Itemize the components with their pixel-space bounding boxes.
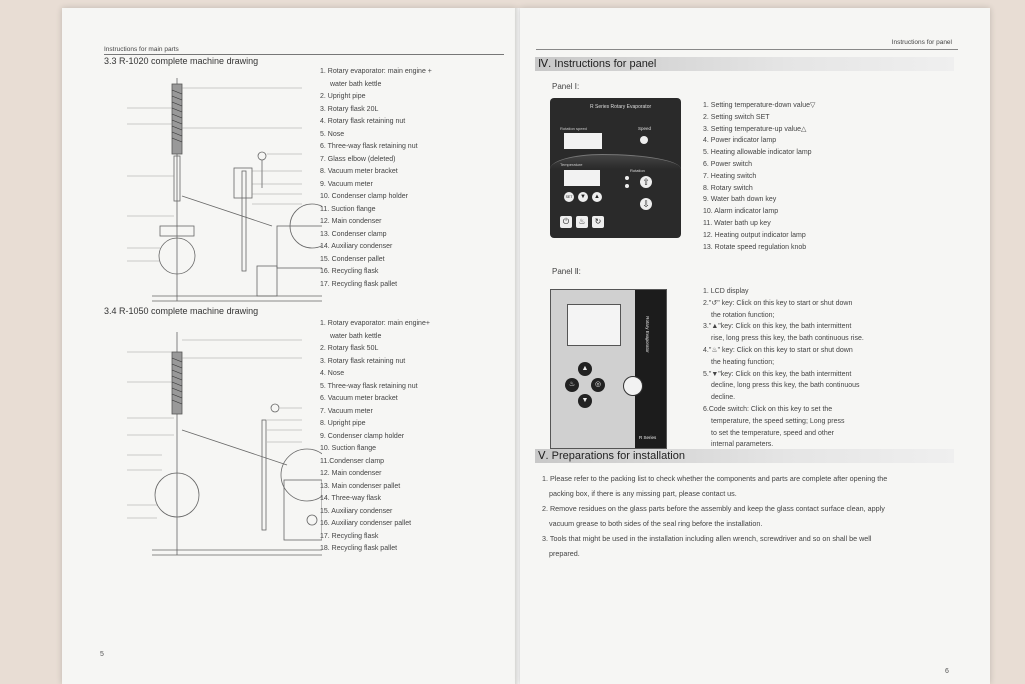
list-item: 6. Three-way flask retaining nut: [320, 143, 418, 150]
list-item: temperature, the speed setting; Long press: [711, 417, 845, 425]
temp-down-button[interactable]: ▼: [578, 192, 588, 202]
list-item: rise, long press this key, the bath continuous rise.: [711, 335, 864, 343]
section-3-3-title: 3.3 R-1020 complete machine drawing: [104, 56, 259, 66]
speed-label: Speed: [638, 126, 652, 131]
temp-up-button[interactable]: ▲: [592, 192, 602, 202]
page-number: 5: [100, 651, 104, 658]
indicator-lamp: [625, 176, 629, 180]
list-item: 6. Vacuum meter bracket: [320, 395, 398, 402]
brand-strip: [635, 290, 666, 448]
section-4-title: Ⅳ. Instructions for panel: [535, 57, 954, 71]
list-item: 3. Rotary flask 20L: [320, 105, 379, 113]
list-item: 8. Upright pipe: [320, 420, 366, 427]
water-bath-up-button[interactable]: ⇧: [640, 176, 652, 188]
temperature-label: Temperature: [560, 162, 583, 167]
list-item: 3."▲"key: Click on this key, the bath intermittent: [703, 323, 852, 331]
section-5-title: Ⅴ. Preparations for installation: [535, 449, 954, 463]
r1050-parts-list: [320, 318, 430, 556]
header-rule: [536, 49, 958, 50]
right-page-header: Instructions for panel: [891, 39, 952, 46]
right-page: [520, 8, 990, 684]
list-item-text: 2. Remove residues on the glass parts before the assembly and keep the glass contact surface clean, apply: [542, 504, 885, 513]
list-item: 2. Rotary flask 50L: [320, 345, 379, 352]
panel-brand: R Series Rotary Evaporator: [590, 104, 652, 110]
list-item: the rotation function;: [711, 311, 775, 319]
list-item: 13. Main condenser pallet: [320, 482, 401, 490]
bath-down-key[interactable]: ▼: [578, 394, 592, 408]
panel-2-items-list: [703, 286, 864, 451]
list-item: 5. Heating allowable indicator lamp: [703, 149, 812, 157]
speed-knob-icon: [640, 136, 648, 144]
list-item: 13. Rotate speed regulation knob: [703, 243, 807, 251]
list-item: to set the temperature, speed and other: [711, 429, 834, 437]
list-item: 11.Condenser clamp: [320, 457, 385, 465]
speed-display: [564, 133, 602, 149]
header-rule: [104, 54, 504, 55]
list-item: 17. Recycling flask pallet: [320, 280, 398, 288]
list-item: 1. Rotary evaporator: main engine +: [320, 68, 432, 75]
list-item: 1. Rotary evaporator: main engine+: [320, 320, 430, 327]
list-item: 15. Auxiliary condenser: [320, 507, 393, 515]
list-item: 9. Water bath down key: [703, 196, 777, 204]
list-item: 5. Three-way flask retaining nut: [320, 382, 418, 390]
list-item-text: vacuum grease to both sides of the seal ring before the installation.: [549, 519, 763, 528]
panel-1-label: Panel Ⅰ:: [552, 82, 580, 91]
list-item: decline, long press this key, the bath continuous: [711, 382, 860, 390]
list-item: 12. Main condenser: [320, 470, 382, 477]
list-item: 2. Setting switch SET: [703, 113, 770, 121]
water-bath-down-button[interactable]: ⇩: [640, 198, 652, 210]
list-item: water bath kettle: [330, 80, 382, 88]
list-item: 16. Recycling flask: [320, 268, 379, 275]
list-item: [542, 501, 952, 531]
rotary-switch-button[interactable]: ↻: [592, 216, 604, 228]
panel-1-items-list: [703, 100, 815, 253]
list-item: 5. Nose: [320, 130, 345, 138]
list-item: [542, 471, 952, 501]
heating-key[interactable]: ♨: [565, 378, 579, 392]
list-item: decline.: [711, 394, 736, 402]
panel-2-device: [550, 289, 667, 449]
list-item: 4. Rotary flask retaining nut: [320, 118, 406, 125]
list-item: 10. Suction flange: [320, 445, 377, 452]
lcd-display: [567, 304, 621, 346]
list-item: 12. Main condenser: [320, 218, 382, 225]
list-item: 7. Glass elbow (deleted): [320, 155, 396, 163]
list-item: 14. Three-way flask: [320, 495, 381, 502]
code-switch[interactable]: ◎: [591, 378, 605, 392]
panel-2-brand: Rotary Evaporator: [644, 316, 650, 353]
rotation-key[interactable]: ▲: [578, 362, 592, 376]
r1020-parts-list: [320, 66, 432, 291]
page-number: 6: [945, 668, 949, 675]
list-item: 13. Condenser clamp: [320, 230, 387, 238]
list-item: 4."♨" key: Click on this key to start or shut down: [703, 346, 853, 354]
list-item: [542, 531, 952, 561]
list-item: 2. Upright pipe: [320, 93, 366, 100]
list-item-text: 1. Please refer to the packing list to check whether the components and parts are complete after opening the: [542, 474, 888, 483]
list-item: 17. Recycling flask: [320, 532, 379, 540]
list-item: 11. Suction flange: [320, 205, 376, 213]
list-item: 9. Vacuum meter: [320, 180, 373, 188]
list-item: 4. Power indicator lamp: [703, 137, 777, 145]
panel-2-label: Panel Ⅱ:: [552, 267, 581, 276]
list-item: 5."▼"key: Click on this key, the bath intermittent: [703, 370, 852, 378]
list-item: 7. Heating switch: [703, 172, 757, 180]
heating-switch-button[interactable]: ♨: [576, 216, 588, 228]
list-item: 10. Alarm indicator lamp: [703, 208, 779, 216]
list-item: 8. Vacuum meter bracket: [320, 168, 398, 175]
list-item: 2."↺" key: Click on this key to start or shut down: [703, 299, 853, 307]
section-3-4-title: 3.4 R-1050 complete machine drawing: [104, 306, 259, 316]
set-button[interactable]: SET: [564, 192, 574, 202]
list-item: 1. Setting temperature-down value▽: [703, 102, 816, 109]
left-page-header: Instructions for main parts: [104, 46, 179, 53]
list-item: 7. Vacuum meter: [320, 407, 373, 415]
list-item: 1. LCD display: [703, 288, 749, 295]
panel-1-device: [550, 98, 681, 238]
list-item-text: 3. Tools that might be used in the installation including allen wrench, screwdriver and so on shall be well: [542, 534, 872, 543]
list-item: 11. Water bath up key: [703, 219, 771, 227]
list-item: 4. Nose: [320, 370, 345, 377]
rotation-speed-label: Rotation speed: [560, 126, 587, 131]
list-item: 16. Auxiliary condenser pallet: [320, 520, 412, 527]
power-switch-button[interactable]: ⏻: [560, 216, 572, 228]
rotary-knob-icon[interactable]: [623, 376, 643, 396]
list-item: 3. Rotary flask retaining nut: [320, 357, 406, 365]
list-item: 12. Heating output indicator lamp: [703, 231, 806, 239]
list-item: 9. Condenser clamp holder: [320, 432, 405, 440]
rotation-label: Rotation: [630, 168, 645, 173]
list-item: 6. Power switch: [703, 160, 753, 168]
list-item: 6.Code switch: Click on this key to set the: [703, 405, 833, 413]
left-page: [62, 8, 517, 684]
r1020-machine-drawing: [122, 76, 322, 306]
list-item: 10. Condenser clamp holder: [320, 193, 408, 200]
temperature-display: [564, 170, 600, 186]
list-item: internal parameters.: [711, 441, 774, 449]
list-item: 18. Recycling flask pallet: [320, 545, 398, 552]
installation-list: [542, 471, 952, 561]
panel-2-series: R Series: [639, 435, 657, 440]
list-item: 3. Setting temperature-up value△: [703, 125, 807, 133]
r1050-machine-drawing: [122, 330, 322, 560]
indicator-lamp: [625, 184, 629, 188]
list-item: 8. Rotary switch: [703, 184, 753, 192]
list-item-text: prepared.: [549, 549, 580, 558]
list-item: the heating function;: [711, 358, 775, 366]
list-item: 15. Condenser pallet: [320, 255, 385, 263]
list-item: water bath kettle: [330, 332, 382, 340]
list-item-text: packing box, if there is any missing part, please contact us.: [549, 489, 737, 498]
list-item: 14. Auxiliary condenser: [320, 243, 393, 250]
